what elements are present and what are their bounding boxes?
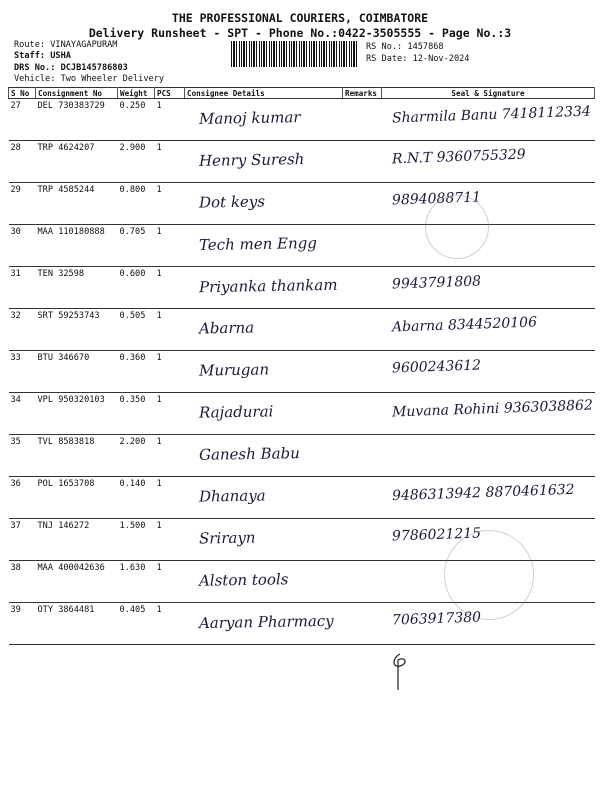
row-weight: 1.630 <box>119 563 146 573</box>
row-consignment-no: TEN 32598 <box>37 269 85 279</box>
table-row <box>9 309 595 351</box>
row-remarks-cell <box>343 603 382 645</box>
row-weight: 1.500 <box>119 521 146 531</box>
row-pcs-cell <box>155 561 185 603</box>
col-remarks: Remarks <box>343 88 382 99</box>
row-consignment-no: TNJ 146272 <box>37 521 90 531</box>
row-pcs: 1 <box>156 143 162 153</box>
row-remarks-cell <box>343 519 382 561</box>
row-weight: 0.405 <box>119 605 146 615</box>
row-remarks-cell <box>343 225 382 267</box>
row-consignment-no: BTU 346670 <box>37 353 90 363</box>
row-pcs-cell <box>155 141 185 183</box>
row-remarks-cell <box>343 393 382 435</box>
row-consignee: Tech men Engg <box>198 233 317 255</box>
row-pcs: 1 <box>156 479 162 489</box>
row-pcs: 1 <box>156 185 162 195</box>
table-row <box>9 267 595 309</box>
row-consignment-no: OTY 3864481 <box>37 605 95 615</box>
rs-date: RS Date: 12-Nov-2024 <box>366 54 470 64</box>
row-remarks-cell <box>343 561 382 603</box>
row-consignment-no: TRP 4624207 <box>37 143 95 153</box>
route-label: Route: VINAYAGAPURAM <box>14 40 118 50</box>
row-consignee: Priyanka thankam <box>198 275 338 297</box>
sheet-subtitle: Delivery Runsheet - SPT - Phone No.:0422-3505555 - Page No.:3 <box>88 26 512 40</box>
row-consignment-no-cell <box>36 309 118 351</box>
row-sno-cell <box>9 435 36 477</box>
row-weight-cell <box>118 351 155 393</box>
row-consignee-cell <box>185 435 343 477</box>
row-weight-cell <box>118 99 155 141</box>
row-consignment-no-cell <box>36 351 118 393</box>
row-pcs: 1 <box>156 605 162 615</box>
row-consignment-no: TRP 4585244 <box>37 185 95 195</box>
row-sno: 31 <box>10 269 21 279</box>
row-signature: Abarna 8344520106 <box>391 314 537 336</box>
row-weight-cell <box>118 183 155 225</box>
row-consignment-no-cell <box>36 225 118 267</box>
row-pcs-cell <box>155 351 185 393</box>
table-row <box>9 477 595 519</box>
row-pcs-cell <box>155 309 185 351</box>
row-sno: 38 <box>10 563 21 573</box>
row-signature-cell <box>382 477 595 519</box>
row-weight-cell <box>118 435 155 477</box>
row-sno: 32 <box>10 311 21 321</box>
row-consignment-no-cell <box>36 393 118 435</box>
row-consignee-cell <box>185 309 343 351</box>
row-consignee: Henry Suresh <box>198 150 305 170</box>
row-consignment-no-cell <box>36 603 118 645</box>
row-weight: 0.360 <box>119 353 146 363</box>
row-pcs-cell <box>155 183 185 225</box>
row-consignee-cell <box>185 183 343 225</box>
row-consignee: Ganesh Babu <box>198 444 300 464</box>
row-consignment-no: POL 1653708 <box>37 479 95 489</box>
row-pcs-cell <box>155 99 185 141</box>
row-sno: 36 <box>10 479 21 489</box>
row-pcs: 1 <box>156 395 162 405</box>
row-weight: 0.140 <box>119 479 146 489</box>
row-sno-cell <box>9 183 36 225</box>
row-consignment-no-cell <box>36 267 118 309</box>
row-sno-cell <box>9 561 36 603</box>
row-sno: 28 <box>10 143 21 153</box>
row-sno-cell <box>9 351 36 393</box>
row-sno-cell <box>9 603 36 645</box>
row-sno: 27 <box>10 101 21 111</box>
row-weight-cell <box>118 141 155 183</box>
row-signature-cell <box>382 393 595 435</box>
row-consignee-cell <box>185 351 343 393</box>
col-pcs: PCS <box>155 88 185 99</box>
table-row <box>9 183 595 225</box>
row-signature: 9486313942 8870461632 <box>391 481 575 505</box>
company-stamp <box>425 195 489 259</box>
row-sno-cell <box>9 477 36 519</box>
row-signature-cell <box>382 141 595 183</box>
row-consignee: Dhanaya <box>198 486 266 506</box>
row-signature: 9786021215 <box>391 525 481 545</box>
row-weight: 0.705 <box>119 227 146 237</box>
row-remarks-cell <box>343 477 382 519</box>
col-consignment: Consignment No <box>36 88 118 99</box>
row-signature: Muvana Rohini 9363038862 <box>391 397 593 421</box>
company-stamp <box>444 530 534 620</box>
row-signature-cell <box>382 309 595 351</box>
row-consignment-no-cell <box>36 141 118 183</box>
row-consignee-cell <box>185 99 343 141</box>
row-signature: 9894088711 <box>391 189 481 209</box>
row-consignment-no-cell <box>36 477 118 519</box>
row-consignment-no: SRT 59253743 <box>37 311 100 321</box>
col-sno: S No <box>9 88 36 99</box>
row-signature-cell <box>382 99 595 141</box>
row-sno-cell <box>9 309 36 351</box>
row-consignee-cell <box>185 225 343 267</box>
row-pcs-cell <box>155 435 185 477</box>
row-sno-cell <box>9 267 36 309</box>
row-consignment-no: MAA 110180888 <box>37 227 105 237</box>
table-row <box>9 141 595 183</box>
row-consignment-no: VPL 950320103 <box>37 395 105 405</box>
row-weight: 0.250 <box>119 101 146 111</box>
row-remarks-cell <box>343 267 382 309</box>
row-weight-cell <box>118 309 155 351</box>
row-consignment-no-cell <box>36 435 118 477</box>
table-row <box>9 99 595 141</box>
row-consignee-cell <box>185 477 343 519</box>
row-signature: 7063917380 <box>391 609 481 629</box>
row-pcs-cell <box>155 267 185 309</box>
col-seal-signature: Seal & Signature <box>382 88 595 99</box>
row-weight: 0.600 <box>119 269 146 279</box>
table-row <box>9 225 595 267</box>
row-weight: 2.900 <box>119 143 146 153</box>
row-weight: 0.350 <box>119 395 146 405</box>
row-pcs: 1 <box>156 311 162 321</box>
row-sno-cell <box>9 99 36 141</box>
row-remarks-cell <box>343 435 382 477</box>
row-consignee: Alston tools <box>198 570 289 590</box>
row-sno-cell <box>9 393 36 435</box>
row-consignment-no-cell <box>36 519 118 561</box>
row-weight: 0.505 <box>119 311 146 321</box>
row-consignee: Srirayn <box>198 528 256 548</box>
col-consignee: Consignee Details <box>185 88 343 99</box>
row-signature: 9600243612 <box>391 357 481 377</box>
row-consignee-cell <box>185 141 343 183</box>
table-row <box>9 351 595 393</box>
row-sno: 34 <box>10 395 21 405</box>
row-weight-cell <box>118 603 155 645</box>
row-sno: 35 <box>10 437 21 447</box>
row-remarks-cell <box>343 309 382 351</box>
row-consignment-no-cell <box>36 561 118 603</box>
row-sno: 33 <box>10 353 21 363</box>
row-sno: 30 <box>10 227 21 237</box>
row-consignment-no: TVL 8583818 <box>37 437 95 447</box>
barcode <box>231 41 359 67</box>
row-sno-cell <box>9 519 36 561</box>
row-pcs: 1 <box>156 269 162 279</box>
row-weight-cell <box>118 267 155 309</box>
row-weight-cell <box>118 225 155 267</box>
staff-label: Staff: USHA <box>14 51 71 61</box>
row-pcs: 1 <box>156 353 162 363</box>
row-consignee: Murugan <box>198 360 269 380</box>
row-pcs-cell <box>155 225 185 267</box>
row-signature-cell <box>382 435 595 477</box>
rs-number: RS No.: 1457868 <box>366 42 444 52</box>
row-consignee: Aaryan Pharmacy <box>198 611 334 633</box>
row-weight-cell <box>118 393 155 435</box>
row-sno: 37 <box>10 521 21 531</box>
row-consignee-cell <box>185 267 343 309</box>
row-consignee: Manoj kumar <box>198 108 301 128</box>
row-weight: 0.800 <box>119 185 146 195</box>
row-pcs: 1 <box>156 437 162 447</box>
row-signature: Sharmila Banu 7418112334 <box>391 103 591 127</box>
row-weight-cell <box>118 519 155 561</box>
vehicle-label: Vehicle: Two Wheeler Delivery <box>14 74 165 84</box>
row-signature: 9943791808 <box>391 273 481 293</box>
row-pcs: 1 <box>156 101 162 111</box>
row-pcs-cell <box>155 393 185 435</box>
row-pcs-cell <box>155 603 185 645</box>
row-signature-cell <box>382 351 595 393</box>
row-weight-cell <box>118 477 155 519</box>
row-remarks-cell <box>343 183 382 225</box>
row-remarks-cell <box>343 99 382 141</box>
row-pcs-cell <box>155 519 185 561</box>
row-consignment-no: DEL 730383729 <box>37 101 105 111</box>
row-consignee: Abarna <box>198 318 254 338</box>
row-consignee-cell <box>185 519 343 561</box>
row-sno: 39 <box>10 605 21 615</box>
row-pcs: 1 <box>156 227 162 237</box>
row-consignment-no-cell <box>36 99 118 141</box>
signature-scribble <box>388 652 412 692</box>
col-weight: Weight <box>118 88 155 99</box>
row-consignee-cell <box>185 603 343 645</box>
row-sno-cell <box>9 225 36 267</box>
row-consignee-cell <box>185 561 343 603</box>
row-weight-cell <box>118 561 155 603</box>
table-row <box>9 435 595 477</box>
row-signature: R.N.T 9360755329 <box>391 146 526 168</box>
table-row <box>9 393 595 435</box>
row-signature-cell <box>382 267 595 309</box>
row-weight: 2.200 <box>119 437 146 447</box>
row-remarks-cell <box>343 351 382 393</box>
row-consignee: Rajadurai <box>198 402 274 422</box>
table-header-row <box>9 88 595 99</box>
sheet-title: THE PROFESSIONAL COURIERS, COIMBATORE <box>171 11 429 25</box>
row-pcs-cell <box>155 477 185 519</box>
row-consignment-no: MAA 400042636 <box>37 563 105 573</box>
row-sno: 29 <box>10 185 21 195</box>
row-consignee: Dot keys <box>198 192 265 212</box>
row-consignment-no-cell <box>36 183 118 225</box>
row-pcs: 1 <box>156 563 162 573</box>
row-sno-cell <box>9 141 36 183</box>
row-remarks-cell <box>343 141 382 183</box>
drs-label: DRS No.: DCJB145786803 <box>14 63 128 73</box>
row-consignee-cell <box>185 393 343 435</box>
row-pcs: 1 <box>156 521 162 531</box>
